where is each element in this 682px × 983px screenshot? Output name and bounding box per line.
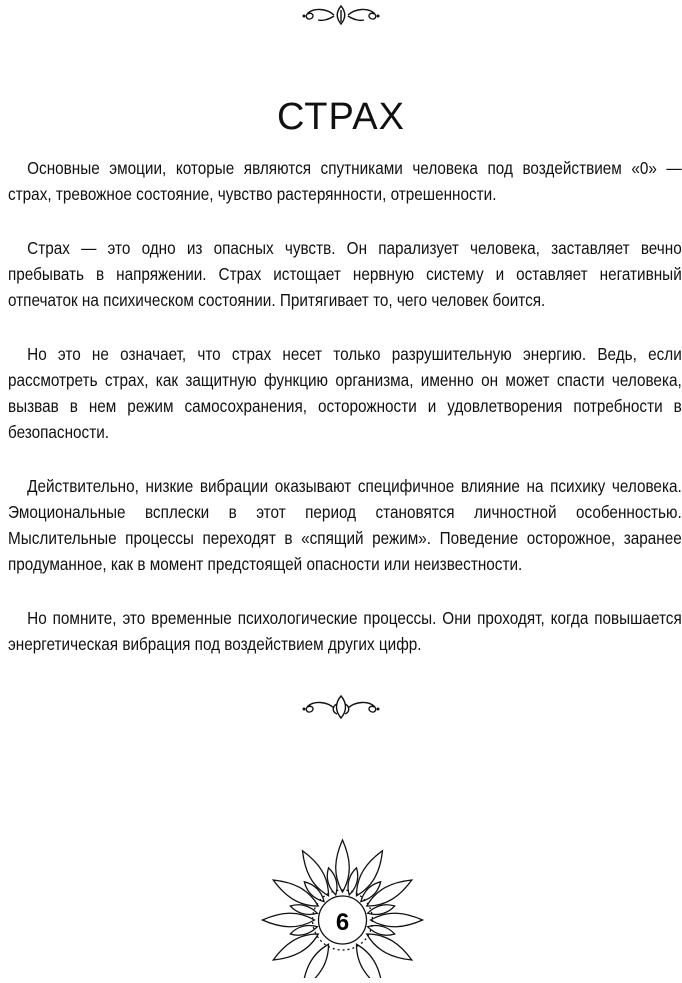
page-title: СТРАХ (277, 96, 405, 138)
ornament-flourish-icon (296, 4, 386, 26)
top-ornament (0, 4, 682, 26)
paragraph: Действительно, низкие вибрации оказывают специфичное влияние на психику человека. Эмоциональные всплески в этот период становятся личностной особенностью. Мыслительные процессы переходят в «спящий режим». Поведение осторожное, заранее продуманное, как в момент предстоящей опасности или неизвестности. (8, 476, 682, 574)
paragraph: Но это не означает, что страх несет только разрушительную энергию. Ведь, если рассмотреть страх, как защитную функцию организма, именно он может спасти человека, вызвав в нем режим самосохранения, осторожности и удовлетворения потребности в безопасности. (8, 344, 682, 442)
body-text (8, 155, 682, 685)
mandala-flower-icon (260, 838, 425, 978)
page-number-mandala (260, 838, 425, 978)
ornament-flourish-icon (296, 694, 386, 720)
paragraph: Основные эмоции, которые являются спутниками человека под воздействием «0» — страх, тревожное состояние, чувство растерянности, отрешенности. (8, 158, 682, 204)
paragraph: Страх — это одно из опасных чувств. Он парализует человека, заставляет вечно пребывать в напряжении. Страх истощает нервную систему и оставляет негативный отпечаток на психическом состоянии. Притягивает то, чего человек боится. (8, 238, 682, 310)
page-number: 6 (335, 909, 350, 936)
section-divider-ornament (0, 694, 682, 720)
paragraph: Но помните, это временные психологические процессы. Они проходят, когда повышается энергетическая вибрация под воздействием других цифр. (8, 608, 682, 654)
